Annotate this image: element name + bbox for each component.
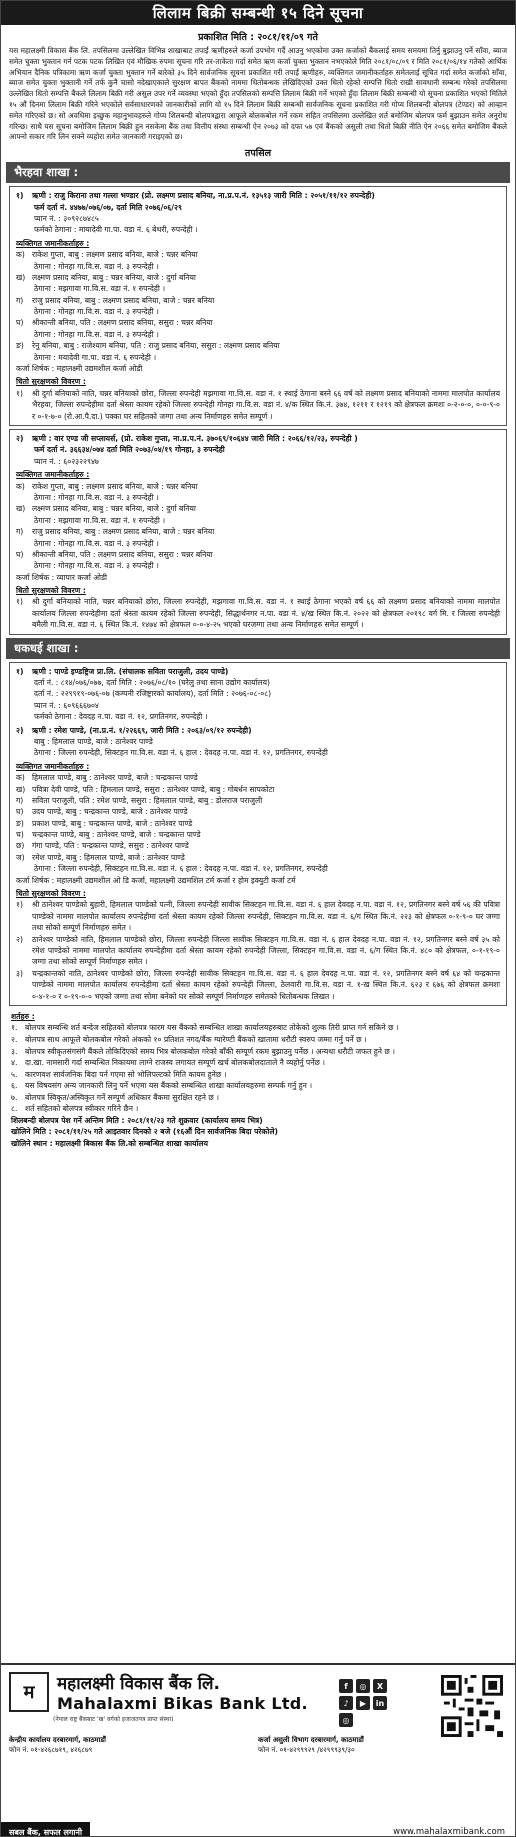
term-number: १. — [11, 1023, 18, 1033]
collateral-detail: चन्द्रकान्तको नाति, ठानेश्वर पाण्डेको छोरा, जिल्ला रुपन्देही सावीक सिक्टहन गा.वि.स. वडा नं. ६ हाल देवदह न.पा. वडा नं. १२, प्रगतिनगर बस्ने वर्ष ६४ को चन्द्रकान्त पाण्डेको नाममा मालपोत कार्यालय रुपन्देहीमा दर्ता श्रेस्ता कायम रहेको रुपन्देही जिल्ला, ठेलवारी गा.वि.स. वडा नं. १-ख स्थित कि.नं. ६२३ र ६७६ को क्षेत्रफल क्रमशः ०-४-१-० र ०-१९-०-० भएको जग्गा तथा सोमा बनेको घर सोको सम्पूर्ण निर्माणहरु समेतको धितोबन्धक लिखत । — [32, 968, 500, 1001]
loan-type: कर्जा शिर्षक : व्यापार कर्जा ओडी — [16, 572, 107, 582]
term-number: ३. — [11, 1046, 18, 1056]
guarantor-name: हिमलाल पाण्डे, बाबु : ठानेश्वर पाण्डे, बाजे : चन्द्रकान्त पाण्डे — [32, 773, 198, 783]
collateral-label: ३) — [16, 968, 23, 978]
firm-line: फर्मको ठेगाना : मायादेवी गा.पा. वडा नं. ६ बेथरी, रुपन्देही । — [34, 225, 198, 235]
guarantor-label: ङ) — [16, 818, 24, 828]
term-text: यस विषयसंग अन्य जानकारी लिनु पर्ने भएमा यस बैंकको सम्बन्धित शाखा कार्यालयहरुमा सम्पर्क गर्नु हुन । — [25, 1081, 313, 1091]
term-text: बोलपत्र साथ आफूले बोलकबोल गरेको अंकको १० प्रतिशत नगद/बैंक ग्यारेण्टी बैंकको खातामा धरौटी स्वरुप जम्मा गर्नु पर्ने छ । — [25, 1035, 367, 1045]
guarantor-name: प्रकाश पाण्डे, बाबु : चन्द्रकान्त पाण्डे, बाजे : ठानेश्वर पाण्डे — [32, 818, 193, 828]
firm-line: फर्म दर्ता नं. ३६६३४/०७४ दर्ता मिति २०७३/०४/१९ गोनहा, ३ रुपन्देही — [34, 445, 225, 455]
guarantor-name: उदय पाण्डे, बाबु : चन्द्रकान्त पाण्डे, बाजे : ठानेश्वर पाण्डे — [32, 807, 188, 817]
collateral-title: धितो सुरक्षणको विवरण : — [16, 889, 86, 899]
social-links — [339, 1679, 399, 1727]
published-date: प्रकाशित मिति : २०८१/११/०९ गते — [198, 32, 318, 43]
linkedin-icon[interactable]: in — [373, 1696, 387, 1710]
guarantor-label: घ) — [16, 807, 24, 817]
firm-line: फर्मको ठेगाना : देवदह न.पा. वडा नं. १२, प्रगतिनगर, रुपन्देही । — [34, 712, 208, 722]
term-text: शर्त सहितको बोलपत्र स्वीकार गरिने छैन । — [25, 1104, 139, 1114]
guarantor-label: ग) — [16, 795, 24, 805]
loan-number: २) — [16, 725, 24, 735]
guarantors-title: व्यक्तिगत जमानीकर्ताहरु : — [16, 470, 90, 480]
loan-number: १) — [16, 191, 24, 201]
guarantor-address: ठेगाना : गोनहा गा.वि.स. वडा नं. ३ रुपन्देही । — [34, 538, 159, 548]
firm-line: बाबु : हिमलाल पाण्डे, बाजे : ठानेश्वर पाण्डे — [34, 736, 153, 746]
bid-opening-date: खोलिने मिति : २०८१/११/२५ गते आइतवार दिनको २ बजे (१६औं दिन सार्वजनिक बिदा परेकोले) — [11, 1127, 278, 1137]
guarantor-address: ठेगाना : गोनहा गा.वि.स. वडा नं. ३ रुपन्देही । — [34, 307, 159, 317]
guarantor-name: लक्ष्मण प्रसाद बनिया, बाबु : चन्नर बनिया, बाजे : दुर्गा बनिया — [32, 272, 196, 282]
loan-number: २) — [16, 433, 24, 443]
instagram-icon[interactable]: ◎ — [356, 1679, 370, 1693]
guarantor-name: श्रीकान्ती बनिया, पति : लक्ष्मण प्रसाद बनिया, ससुरा : चन्नर बनिया — [32, 318, 213, 328]
guarantor-name: राजु प्रसाद बनिया, बाबु : लक्ष्मण प्रसाद बनिया, बाजे : चन्नर बनिया — [32, 527, 215, 537]
bank-name-nepali: महालक्ष्मी विकास बैंक लि. — [57, 1674, 220, 1694]
loan-box — [9, 662, 507, 1006]
term-text: बोलपत्र स्वीकृतसंगसंगै बैंकले तोकिदिएको समय भित्र बोलकबोल गरेको बाँकी सम्पूर्ण रकम बुझाउनु पर्नेछ । अन्यथा धरौटी जफत हुने छ । — [25, 1046, 395, 1056]
footer-bottom-bar — [1, 1824, 515, 1837]
collateral-detail: श्री दुर्गा बनियाको नाति, चन्नर बनियाको छोरा, जिल्ला रुपन्देही, मझगावा गा.वि.स. वडा नं. १ स्थाई ठेगाना भएको वर्ष ६६ को लक्ष्मण प्रसाद बनियाको नाममा मालपोत कार्यालय जिल्ला रुपन्देहीमा दर्ता श्रेस्ता कायम रहेको जिल्ला रुपन्देही, सिद्धार्थनगर न.पा. वडा नं. ४/ख स्थित कि.नं. २०२२ को क्षेत्रफल २०१९८ वर्ग मि. र जिल्ला रुपन्देही बमैली गा.वि.स. वडा नं. ६ स्थित कि.नं. १४७४ को क्षेत्रफल ०-०-४-२५ भएको घरजग्गा तथा अन्य निर्माणहरु समेत सम्पूर्ण । — [32, 597, 500, 630]
firm-line: प्यान नं. : ६०२३२२९४७ — [34, 456, 99, 466]
branch-header-bhairahawa: भैरहवा शाखा : — [6, 162, 510, 183]
bank-slogan: सबल बैंक, सफल लगानी — [1, 1822, 90, 1837]
guarantor-name: गंगा पाण्डे, पति : चन्द्रकान्त पाण्डे, ससुरा : ठानेश्वर पाण्डे — [32, 841, 189, 851]
guarantor-address: ठेगाना : गोनहा गा.वि.स. वडा नं. ३ रुपन्देही । — [34, 561, 159, 571]
guarantor-label: क) — [16, 250, 25, 260]
facebook-icon[interactable]: f — [339, 1679, 353, 1693]
term-text: कारणवश सार्वजनिक बिदा पर्न गएमा सो भोलिपल्टको मिति कायम हुनेछ । — [25, 1069, 227, 1079]
guarantor-name: रमेश पाण्डे, बाबु : हिमलाल पाण्डे, बाजे : ठानेश्वर पाण्डे — [32, 852, 185, 862]
borrower-name: ऋणी : रमेश पाण्डे, (ना.प्र.नं. १/२२६६९, जारी मिति : २०६३/०९/१२ रुपन्देही) — [32, 725, 252, 735]
firm-line: दर्ता नं. : ८१४/०७६/०७७, दर्ता मिति : २०७६/०८/१० (घरेलु तथा साना उद्योग कार्यालय) — [34, 678, 270, 688]
recovery-office-phone: फोन नं. ०१-४२९९९२९ /४२९९९३९/३० — [258, 1746, 355, 1755]
firm-line: ठेगाना : जिल्ला रुपन्देही, सिक्टहन गा.वि.स. वडा नं. ६ हाल : देवदह न.पा. वडा नं. १२, प्रगतिनगर, रुपन्देही — [34, 748, 328, 758]
guarantor-address: ठेगाना : गोनहा गा.वि.स. वडा नं. ३ रुपन्देही । — [34, 329, 159, 339]
guarantor-label: घ) — [16, 549, 24, 559]
term-text: दा.खा. नामसारी गर्दा सम्बन्धित निकायमा लाग्ने राजस्व लगायत सम्पूर्ण खर्च बोलकबोलदाताले नै व्यहोर्नु पर्नेछ । — [25, 1058, 326, 1068]
recovery-office — [258, 1735, 507, 1755]
guarantor-name: लक्ष्मण प्रसाद बनिया, बाबु : चन्नर बनिया, बाजे : दुर्गा बनिया — [32, 504, 196, 514]
firm-line: दर्ता नं. : २२९९१९-०७६-०७ (कम्पनी रजिष्ट्रारको कार्यालय), दर्ता मिति : २०७६-०८-०८) — [34, 689, 272, 699]
loan-box — [9, 186, 507, 426]
bank-name-english: Mahalaxmi Bikas Bank Ltd. — [57, 1694, 308, 1713]
bank-emblem-icon: म — [9, 1672, 49, 1712]
guarantor-label: ग) — [16, 527, 24, 537]
notice-title: लिलाम बिक्री सम्बन्धी १५ दिने सूचना — [1, 1, 515, 25]
terms-title: शर्तहरु : — [11, 1011, 35, 1021]
guarantor-name: राजु प्रसाद बनिया, बाबु : लक्ष्मण प्रसाद बनिया, बाजे : चन्नर बनिया — [32, 295, 215, 305]
central-office-phone: फोन नं. ०१-४२६८७१९, ४२६८७९ — [9, 1746, 93, 1755]
guarantor-name: राकेश गुप्ता, बाबु : लक्ष्मण प्रसाद बनिया, बाजे : चन्नर बनिया — [32, 481, 198, 491]
guarantor-label: क) — [16, 481, 25, 491]
term-text: बोलपत्र स्विकृत/अस्विकृत गर्ने सम्पूर्ण अधिकार बैंकमा सुरक्षित रहने छ । — [25, 1092, 220, 1102]
firm-line: फर्म दर्ता नं. ४४७७/०७६/०७, दर्ता मिति २०७६/०६/२९ — [34, 202, 182, 212]
bank-license-note: (नेपाल राष्ट्र बैंकबाट 'ख' वर्गको इजाजतपत्र प्राप्त संस्था) — [53, 1716, 174, 1723]
guarantor-name: रेनु बनिया, बाबु : राजेश्याम बनिया, पति : राजु प्रसाद बनिया, ससुरा : लक्ष्मण प्रसाद बनिया — [32, 341, 280, 351]
guarantor-label: छ) — [16, 841, 25, 851]
borrower-name: ऋणी : वार एण्ड जी सप्लायर्स, (प्रो. राकेश गुप्ता, ना.प्र.प.नं. ३७०६९/१०६४४ जारी मिति : २०६६/१२/२३, रुपन्देही ) — [32, 433, 358, 443]
term-number: ५. — [11, 1069, 18, 1079]
borrower-name: ऋणी : पाण्डे इण्डष्ट्रिज प्रा.लि. (संचालक सविता पराजुली, उदय पाण्डे) — [32, 666, 229, 676]
collateral-title: धितो सुरक्षणको विवरण : — [16, 586, 86, 596]
loan-type: कर्जा शिर्षक : महालक्ष्मी उद्यमशील ओ डि कर्जा, महालक्ष्मी उद्यमशिल टर्म कर्जा र होम इक्युटी कर्जा टर्म — [16, 875, 296, 885]
collateral-label: १) — [16, 900, 23, 910]
bank-logo-row — [1, 1665, 515, 1715]
guarantors-title: व्यक्तिगत जमानीकर्ताहरु : — [16, 238, 90, 248]
guarantor-address: ठेगाना : जिल्ला रुपन्देही, सिक्टहन गा.वि.स. वडा नं. ६ हाल : देवदह न.पा. वडा नं. १२, प्रगतिनगर, रुपन्देही — [34, 864, 328, 874]
collateral-detail: ठानेश्वर पाण्डेको नाति, हिमलाल पाण्डेको छोरा, जिल्ला रुपन्देही जिल्ला सावीक सिक्टहन गा.वि.स. वडा नं. ६ हाल देवदह न.पा. वडा नं. १२, प्रगतिनगर बस्ने वर्ष ३५ को रमेश पाण्डेको नाममा मालपोत कार्यालय रुपन्देहीमा दर्ता श्रेस्ता कायम रहेको रुपन्देही जिल्ला, सिक्टहन गा.वि.स. वडा नं. ६/ग स्थित कि.नं. ४८० को क्षेत्रफल, ०-१-१९-० जग्गा तथा सोको सम्पूर्ण निर्माणहरु समेत । — [32, 934, 500, 967]
guarantors-title: व्यक्तिगत जमानीकर्ताहरु : — [16, 761, 90, 771]
guarantor-label: क) — [16, 773, 25, 783]
loan-box — [9, 429, 507, 635]
guarantor-address: ठेगाना : गोनहा गा.वि.स. वडा नं. ३ रुपन्देही । — [34, 261, 159, 271]
central-office — [9, 1735, 258, 1755]
intro-paragraph: यस महालक्ष्मी विकास बैंक लि. तपसिलमा उल्लेखित विभिन्न शाखाबाट तपाईं ऋणीहरुले कर्जा उपभोग गर्दै आउनु भएकोमा उक्त कर्जाको बैंकलाई समय समयमा तिर्नु बुझाउनु पर्ने साँवा, ब्याज समेत चुक्ता भुक्तान गर्न पटक पटक लिखित एवं मौखिक रुपमा सूचना गरि तर-ताकेता गर्दा समेत ऋण कर्जा चुक्ता भुक्तान नभएकोले मिति २०८१/०८/०९ र मिति २०८१/०६/१४ गतेको आर्थिक अभियान दैनिक पत्रिकामा ऋण कर्जा चुक्ता भुक्तान गर्ने बारेको ३५ दिने सार्वजनिक सूचना प्रकाशित गरी तपाईं ऋणीहरु, व्यक्तिगत जमानीकर्ताहरु समेतलाई सूचित गर्दा समेत कर्जाको साँवा, ब्याज समेत चुक्ता भुक्तानी गर्ने तर्फ कुनै चासो नदेखाएकाले सुरक्षण बापत बैंकको नाममा धितोबन्धक लेखिदिएको उक्त धितो रहेको सम्पत्ति धितो राखी सावधानी सम्बन्ध गरेको तपसिलमा उल्लेखित धितो सम्पत्ति बैंकले लिलाम बिक्री गरी असुल उपर गर्ने व्यवस्था भएको हुँदा तपसिलको सम्पत्ति लिलाम बिक्री गर्ने भएको हुँदा लिलाम बिक्री सम्बन्धी यो सूचना प्रकाशित भएको मितिले १५ औं दिनमा लिलाम बिक्री गरिने भएकोले सर्वसाधारणको जानकारीको लागि यो १५ दिने लिलाम बिक्री सम्बन्धी सार्वजनिक सूचना प्रकाशित गरी गोप्य शिलबन्दी बोलपत्र (टेण्डर) को आव्हान समेत गरिएको छ। सो अवधिमा इच्छुक महानुभावहरुले गोप्य शिलबन्दी बोलपत्रद्वारा आफूले बोलकबोल गर्ने रकम सहित तपसिलमा उल्लेखित शर्त बमोजिम बोलपत्र फर्म बुझाउन समेत अनुरोध गरिन्छ। साथै यस सूचना बमोजिम लिलाम बिक्री हुन नसकेमा बैंक तथा वित्तीय संस्था सम्बन्धी ऐन २०७३ को दफा ५७ एवं बैंकको असुली तथा धितो बिक्री नीति ऐन २०६६ समेत बमोजिम बैंकले आफ्नो सकार गरि लिन सक्ने व्यहोरा समेत जानकारी गराइएको छ। — [9, 46, 507, 142]
guarantor-label: ज) — [16, 852, 25, 862]
recovery-office-address: कर्जा असुली विभाग दरबारमार्ग, काठमाडौं — [258, 1736, 364, 1744]
guarantor-label: ख) — [16, 504, 26, 514]
guarantor-address: ठेगाना : मयादेवी गा.पा. वडा नं. ६ रुपन्देही । — [34, 352, 157, 362]
tiktok-icon[interactable]: ♪ — [339, 1696, 353, 1710]
guarantor-label: ग) — [16, 295, 24, 305]
bid-deadline: शिलबन्दी बोलपत्र पेश गर्ने अन्तिम मिति : २०८१/११/२३ गते शुक्रवार (कार्यालय समय भित्र) — [11, 1115, 263, 1125]
bid-opening-place: खोलिने स्थान : महालक्ष्मी बिकास बैंक लि.को सम्बन्धित शाखा कार्यालय — [11, 1138, 208, 1148]
guarantor-name: चन्द्रकान्त पाण्डे, बाबु : ठानेश्वर पाण्डे, बाजे : चन्द्रकान्त पाण्डे — [32, 830, 201, 840]
schedule-title: तपसिल — [244, 148, 272, 160]
office-contacts — [1, 1731, 515, 1759]
guarantor-address: ठेगाना : मझगावा गा.वि.स. वडा नं. १ रुपन्देही । — [34, 515, 166, 525]
guarantor-address: ठेगाना : मझगावा गा.वि.स. वडा नं. १ रुपन्देही । — [34, 284, 166, 294]
branch-header-dhakdhai: धकधई शाखा : — [6, 638, 510, 659]
guarantor-name: श्रीकान्ती बनिया, पति : लक्ष्मण प्रसाद बनिया, ससुरा : चन्नर बनिया — [32, 549, 213, 559]
website-link[interactable]: www.mahalaxmibank.com — [393, 1827, 505, 1837]
guarantor-label: ख) — [16, 272, 26, 282]
firm-line: प्यान नं. : ३०९२८७४८५ — [34, 213, 99, 223]
collateral-label: २) — [16, 934, 23, 944]
loan-number: १) — [16, 666, 24, 676]
term-text: बोलपत्र सम्बन्धि शर्त बन्देज सहितको बोलपत्र फारम यस बैंकको सम्बन्धित शाखा कार्यालयहरुबाट तोकेको शुल्क तिरी प्राप्त गर्न सकिने छ । — [25, 1023, 399, 1033]
collateral-label: १) — [16, 388, 23, 398]
x-twitter-icon[interactable]: X — [373, 1679, 387, 1693]
term-number: २. — [11, 1035, 18, 1045]
guarantor-name: राकेश गुप्ता, बाबु : लक्ष्मण प्रसाद बनिया, बाजे : चन्नर बनिया — [32, 250, 198, 260]
footer — [1, 1663, 515, 1837]
guarantor-label: ङ) — [16, 341, 24, 351]
borrower-name: ऋणी : राजु किराना तथा गल्ला भण्डार (प्रो. लक्ष्मण प्रसाद बनिया, ना.प्र.प.नं. १३५१३ जारी मिति : २०५१/११/१२ रुपन्देही) — [32, 191, 375, 201]
term-number: ७. — [11, 1092, 18, 1102]
term-number: ८. — [11, 1104, 18, 1114]
collateral-title: धितो सुरक्षणको विवरण : — [16, 377, 86, 387]
guarantor-name: सविता पराजुली, पति : रमेश पाण्डे, ससुरा : हिमलाल पाण्डे, बाबु : डोलराज पराजुली — [32, 795, 263, 805]
collateral-detail: श्री ठानेश्वर पाण्डेको बुहारी, हिमलाल पाण्डेको पत्नी, जिल्ला रुपन्देही सावीक सिक्टहन गा.वि.स. वडा नं. ६ हाल देवदह न.पा. वडा नं. १२, प्रगतिनगर बस्ने वर्ष ५६ की पवित्रा पाण्डेको नाममा मालपोत कार्यालय रुपन्देहीमा दर्ता श्रेस्ता कायम रहेको जिल्ला रुपन्देही, सिक्टहन गा.वि.स. वडा नं. ६/ग स्थित कि.नं. २२३ को क्षेत्रफल ०-१-९-० घर जग्गा तथा सोको सम्पूर्ण निर्माणहरु समेत । — [32, 900, 500, 933]
loan-type: कर्जा शिर्षक : महालक्ष्मी उद्यमशील कर्जा ओडी — [16, 364, 143, 374]
term-number: ४. — [11, 1058, 18, 1068]
central-office-address: केन्द्रीय कार्यालय दरबारमार्ग, काठमाडौं — [9, 1736, 106, 1744]
term-number: ६. — [11, 1081, 18, 1091]
guarantor-label: ख) — [16, 784, 26, 794]
youtube-icon[interactable]: ▶ — [356, 1696, 370, 1710]
firm-line: प्यान नं. : ६०९६६६७०४ — [34, 700, 99, 710]
collateral-label: १) — [16, 597, 23, 607]
terms-section — [1, 1009, 515, 1151]
threads-icon[interactable]: ◎ — [339, 1713, 353, 1727]
guarantor-label: च) — [16, 830, 24, 840]
guarantor-name: पवित्रा देवी पाण्डे, पति : हिमलाल पाण्डे, ससुरा : ठानेश्वर पाण्डे, बाबु : गोबर्धन सापकोटा — [32, 784, 275, 794]
guarantor-label: घ) — [16, 318, 24, 328]
collateral-detail: श्री दुर्गा बनियाको नाति, चन्नर बनियाको छोरा, जिल्ला रुपन्देही मझगावा गा.वि.स. वडा नं. १ स्थाई ठेगाना बस्ने ६६ वर्ष को लक्ष्मण प्रसाद बनियाको नाममा मालपोत कार्यालय भैरहवा, जिल्ला रुपन्देहीमा दर्ता श्रेस्ता कायम रहेको जिल्ला रुपन्देही गोनहा गा.वि.स. वडा नं. ४/क स्थित कि.नं. ३७४, १२११ र १२१९ को क्षेत्रफल क्रमशः ०-२-०-०, ०-०-९-० र ०-१-७-० (रो.आ.पै.दा.) पक्का घर सहितको जग्गा तथा अन्य निर्माणहरु समेत सम्पूर्ण । — [32, 388, 500, 421]
qr-code-icon[interactable] — [441, 1675, 503, 1737]
guarantor-address: ठेगाना : गोनहा गा.वि.स. वडा नं. ३ रुपन्देही । — [34, 492, 159, 502]
